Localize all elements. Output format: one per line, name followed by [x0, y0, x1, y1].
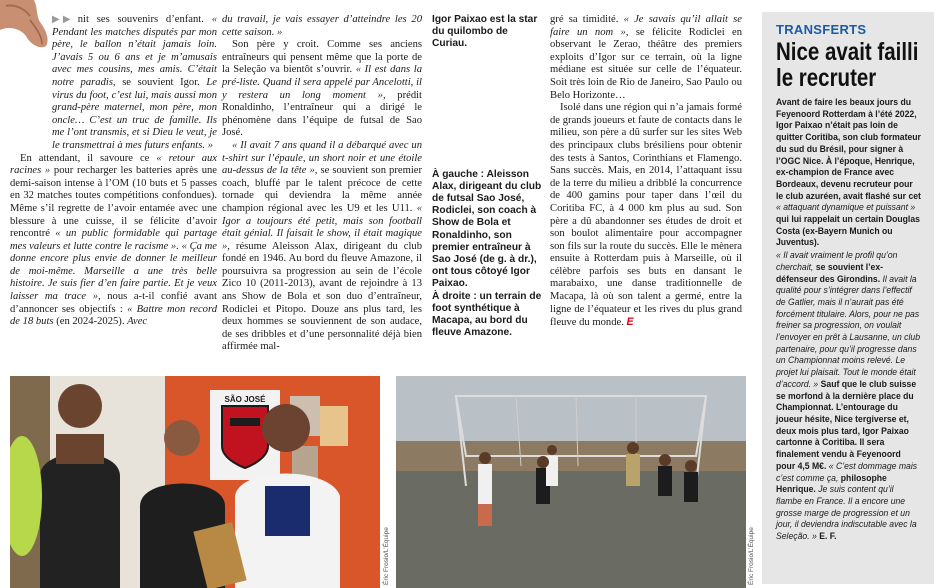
banner-text: SÃO JOSÉ	[224, 395, 266, 404]
end-of-article-mark: E	[626, 316, 634, 329]
transfer-sidebar	[762, 12, 934, 584]
pitch-photo	[396, 376, 746, 588]
photo2-credit: Éric Frosio/L’Équipe	[748, 527, 755, 585]
sidebar-kicker: TRANSFERTS	[776, 22, 867, 37]
sidebar-signature: E. F.	[816, 531, 837, 543]
sidebar-body: Avant de faire les beaux jours du Feyenoord Rotterdam à l’été 2022, Igor Paixao n’était pas loin de quitter Coritiba, son club formateur du sud du Brésil, pour signer à l’OGC Nice. À l’époque, Henrique, ex-champion de France avec Bordeaux, devenu recruteur pour le club azuréen, avait flashé sur cet « attaquant dynamique et puissant » qui lui rappelait un certain Douglas Costa (ex-Bayern Munich ou Juventus). « Il avait vraiment le profil qu’on cherchait, se souvient l’ex-défenseur des Girondins. Il avait la qualité pour s’intégrer dans l’effectif de Gatlier, mais il n’aurait pas été forcément titulaire. Alors, pour ne pas freiner sa progression, on voulait l’envoyer en prêt à Lausanne, un club partenaire, pour qu’il progresse dans un Championnat moins relevé. Le projet lui plaisait. Tout le monde était d’accord. » Sauf que le club suisse se morfond à la dernière place du Championnat. L’entourage du joueur hésite, Nice tergiverse et, deux mois plus tard, Igor Paixao cartonne à Coritiba. Il sera finalement vendu à Feyenoord pour 4,5 M€. « C’est dommage mais c’est comme ça, philosophe Henrique. Je suis content qu’il flambe en France. Il a encore une grosse marge de progression et un jour, il deviendra indiscutable avec la Seleção. » E. F.	[776, 97, 921, 543]
article-column-2: du travail, je vais essayer d’atteindre les 20 cette saison. » Son père y croit. Comme ses anciens entraîneurs qui pensent même que la porte de la Seleção va bientôt s’ouvrir. « Il est dans la pré-liste. Quand il sera appelé par Ancelotti, il y restera un long moment », prédit Ronaldinho, l’entraîneur qui a dirigé le phénomène dans l’équipe de futsal de Sao José. « Il avait 7 ans quand il a débarqué avec un t-shirt sur l’épaule, un short noir et une étoile au-dessus de la tête », se souvient son premier coach, bluffé par le talent précoce de cette tornade qui deviendra la même année champion régional avec les U9 et les U11. « Igor a toujours été petit, mais son football était génial. Il faisait le show, il était magique », résume Aleisson Alax, dirigeant du club fondé en 1946. Au bord du fleuve Amazone, il poursuivra sa progression au sein de l’école Zico 10 (2011-2013), avant de rejoindre à 13 ans Show de Bola et son duo d’entraîneur, Rodiclei et Pitopo. Douze ans plus tard, les deux hommes se souviennent de son audace, de ses dribbles et d’une personnalité déjà bien affirmée mal-	[222, 14, 423, 353]
photo-captions-column	[432, 14, 544, 351]
photo1-credit: Éric Frosio/L’Équipe	[383, 527, 390, 585]
caption-left-photo: À gauche : Aleisson Alax, dirigeant du club de futsal Sao José, Rodiclei, son coach à Show de Bola et Ronaldinho, son premier entraîneur à Sao José (de g. à dr.), ont tous côtoyé Igor Paixao.	[432, 168, 542, 290]
article-column-1: ▶▶ nit ses souvenirs d’enfant. « Pendant les matches disputés par mon père, le ballon n’était jamais loin. J’avais 5 ou 6 ans et je m’amusais avec mes cousins, mes amis. C’était notre paradis, se souvient Igor. Le virus du foot, c’est lui, mais aussi mon grand-père maternel, mon père, mon oncle… C’est un truc de famille. Ils me l’ont transmis, et si Dieu le veut, je le transmettrai à mes futurs enfants. » En attendant, il savoure ce « retour aux racines » pour recharger les batteries après une demi-saison intense à l’OM (10 buts et 5 passes en 32 matches toutes compétitions confondues). Même s’il regrette de l’avoir entamée avec une blessure à une cuisse, il se félicite d’avoir rencontré « un public formidable qui partage mes valeurs et lutte contre le racisme ». « Ça me donne encore plus envie de donner le meilleur de moi-même. Marseille a une très belle histoire. Je suis fier d’en faire partie. Et je veux laisser ma trace », nous a-t-il confié avant d’annoncer ses objectifs : « Battre mon record de 18 buts (en 2024-2025). Avec	[10, 14, 218, 328]
caption-right-photo: À droite : un terrain de foot synthétique à Macapa, au bord du fleuve Amazone.	[432, 290, 542, 339]
coaches-photo	[10, 376, 380, 588]
sidebar-title: Nice avait failli le recruter	[776, 38, 919, 92]
article-column-4: gré sa timidité. « Je savais qu’il allait se faire un nom », se félicite Rodiclei en observant le Zerao, théâtre des premiers exploits d’Igor sur ce terrain, où la ligne médiane est située sur celle de l’équateur. Soit très loin de Rio de Janeiro, Sao Paulo ou Belo Horizonte… Isolé dans une région qui n’a jamais formé de grands joueurs et faute de contacts dans le milieu, son père a dû surfer sur les sites Web des principaux clubs brésiliens pour obtenir des tests à Santos, Corinthians et Flamengo. Sans succès. Mais, en 2014, l’attaquant issu de la terre du milieu a dribblé la concurrence de 400 gamins pour taper dans l’œil du Coritiba FC, à 4 000 km plus au sud. Son père a dû abandonner ses études de droit et son boulot alimentaire pour accompagner son fils sur la route du succès. Elle le mènera ensuite à Rotterdam puis à Marseille, où il célèbre parfois ses buts en dansant le marabaixo, une danse traditionnelle de Macapa, là où son talent a germé, entre la ligne de l’équateur et les rives du plus grand fleuve du monde. E	[550, 14, 742, 329]
continuation-arrows-icon: ▶▶	[52, 14, 74, 25]
caption-curiau: Igor Paixao est la star du quilombo de Curiau.	[432, 14, 538, 50]
